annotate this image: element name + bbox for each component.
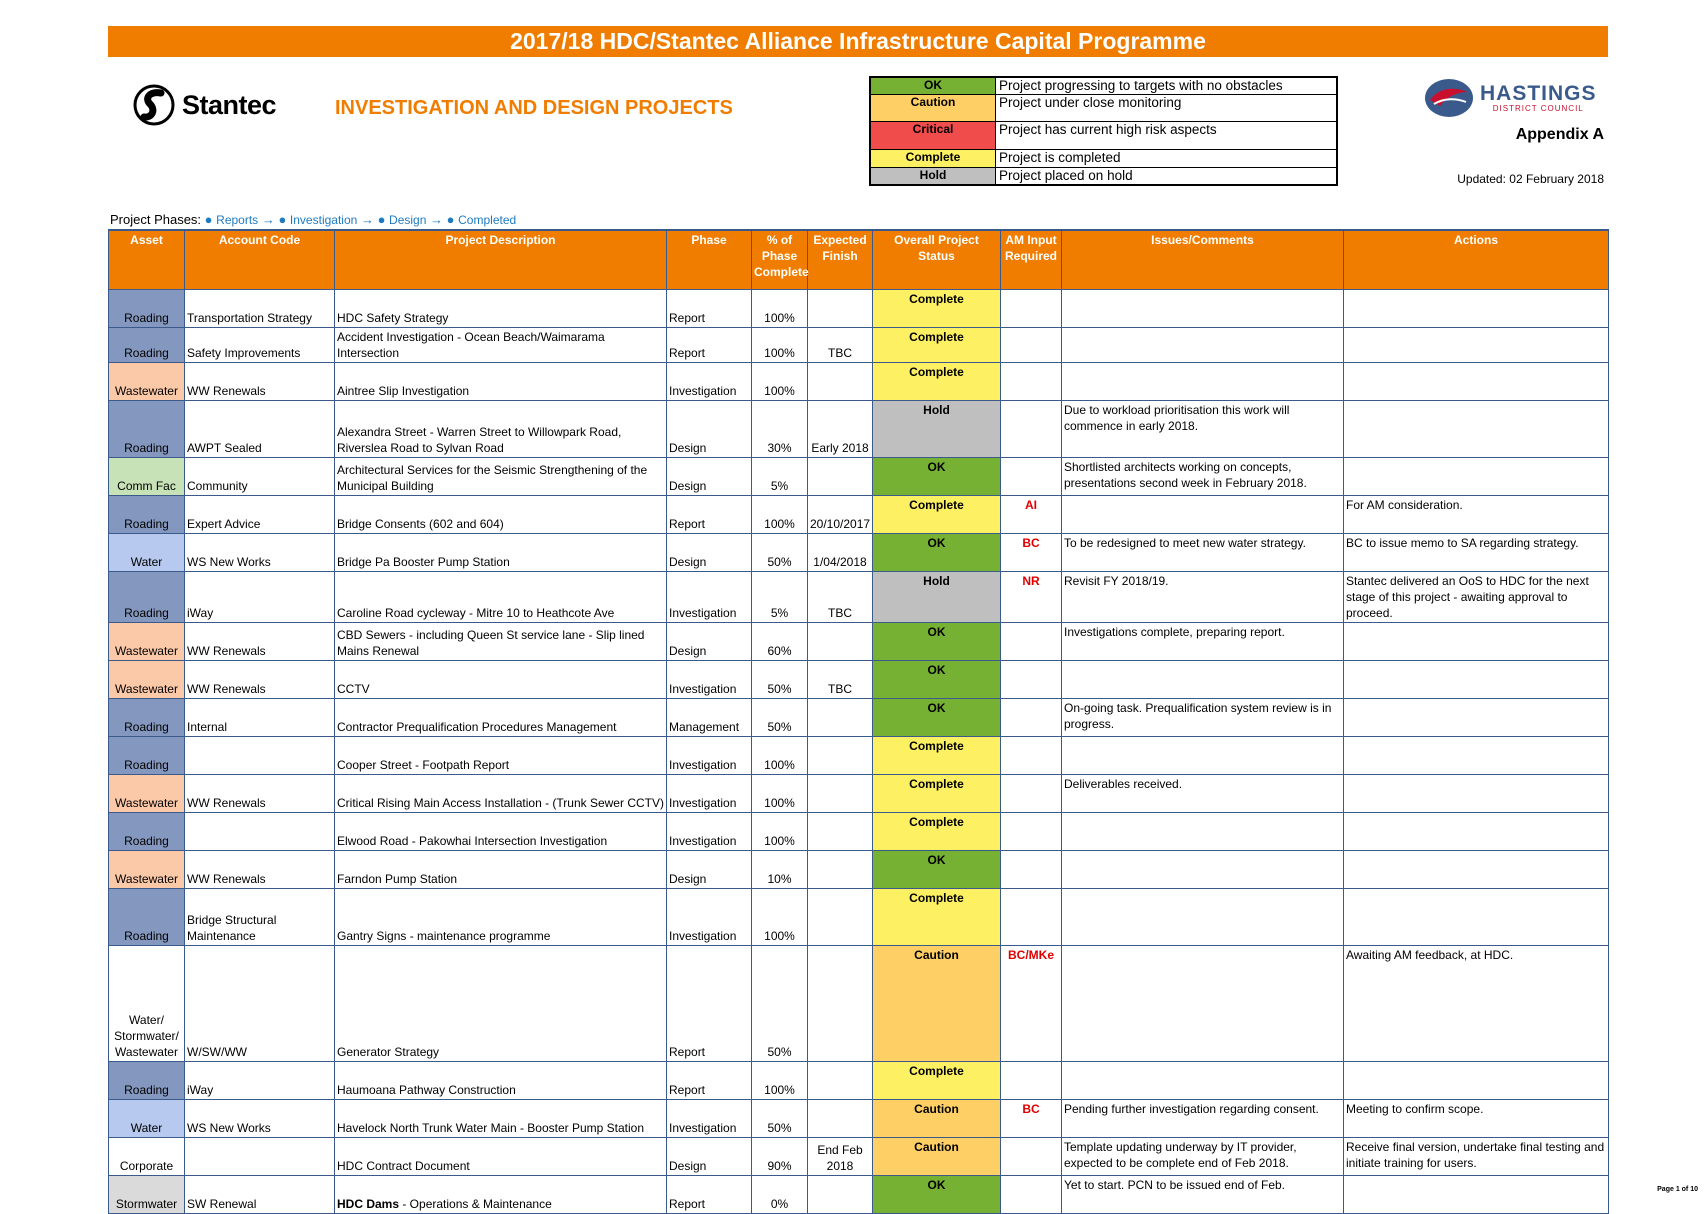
percent-cell: 100% [752, 328, 808, 363]
account-code-cell [185, 1138, 335, 1176]
account-code-cell: WW Renewals [185, 851, 335, 889]
percent-cell: 0% [752, 1176, 808, 1214]
table-row [109, 401, 1609, 458]
table-row [109, 328, 1609, 363]
stantec-logo [132, 84, 276, 126]
expected-finish-cell: 1/04/2018 [808, 534, 873, 572]
actions-cell [1344, 737, 1609, 775]
phase-reports: Reports [216, 213, 259, 227]
actions-cell: Meeting to confirm scope. [1344, 1100, 1609, 1138]
phase-cell: Management [667, 699, 752, 737]
issues-cell: Pending further investigation regarding consent. [1062, 1100, 1344, 1138]
page-number: Page 1 of 10 [1657, 1186, 1698, 1193]
issues-cell [1062, 889, 1344, 946]
issues-cell [1062, 851, 1344, 889]
legend-description: Project is completed [996, 149, 1338, 167]
issues-cell: Shortlisted architects working on concepts, presentations second week in February 2018. [1062, 458, 1344, 496]
account-code-cell: WW Renewals [185, 363, 335, 401]
phase-cell: Investigation [667, 363, 752, 401]
table-row [109, 496, 1609, 534]
am-input-cell [1001, 1138, 1062, 1176]
expected-finish-cell [808, 290, 873, 328]
table-row [109, 813, 1609, 851]
phase-cell: Report [667, 290, 752, 328]
account-code-cell: Bridge Structural Maintenance [185, 889, 335, 946]
percent-cell: 50% [752, 699, 808, 737]
issues-cell: Revisit FY 2018/19. [1062, 572, 1344, 623]
am-input-cell [1001, 851, 1062, 889]
asset-cell: Wastewater [109, 661, 185, 699]
actions-cell [1344, 623, 1609, 661]
legend-key: Critical [870, 121, 996, 149]
column-header-issues-comments: Issues/Comments [1062, 230, 1344, 290]
table-row [109, 699, 1609, 737]
account-code-cell: Transportation Strategy [185, 290, 335, 328]
legend-key: Caution [870, 94, 996, 121]
description-cell: CBD Sewers - including Queen St service lane - Slip lined Mains Renewal [335, 623, 667, 661]
actions-cell [1344, 458, 1609, 496]
description-cell: Cooper Street - Footpath Report [335, 737, 667, 775]
percent-cell: 5% [752, 572, 808, 623]
description-cell: Caroline Road cycleway - Mitre 10 to Heathcote Ave [335, 572, 667, 623]
am-input-cell [1001, 401, 1062, 458]
description-cell: Bridge Consents (602 and 604) [335, 496, 667, 534]
table-row [109, 661, 1609, 699]
arrow-right-icon: → [261, 212, 275, 227]
issues-cell [1062, 363, 1344, 401]
issues-cell: Deliverables received. [1062, 775, 1344, 813]
asset-cell: Roading [109, 1062, 185, 1100]
table-row [109, 1138, 1609, 1176]
expected-finish-cell [808, 851, 873, 889]
am-input-cell: BC [1001, 1100, 1062, 1138]
issues-cell [1062, 290, 1344, 328]
actions-cell [1344, 661, 1609, 699]
asset-cell: Comm Fac [109, 458, 185, 496]
column-header-project-description: Project Description [335, 230, 667, 290]
table-row [109, 1100, 1609, 1138]
legend-description: Project progressing to targets with no obstacles [996, 77, 1338, 94]
am-input-cell [1001, 458, 1062, 496]
asset-cell: Roading [109, 699, 185, 737]
asset-cell: Water/ Stormwater/ Wastewater [109, 946, 185, 1062]
expected-finish-cell [808, 699, 873, 737]
phase-cell: Report [667, 496, 752, 534]
table-row [109, 775, 1609, 813]
percent-cell: 100% [752, 889, 808, 946]
account-code-cell: WW Renewals [185, 623, 335, 661]
legend-description: Project placed on hold [996, 167, 1338, 185]
status-cell: Complete [873, 363, 1001, 401]
asset-cell: Roading [109, 401, 185, 458]
arrow-right-icon: → [360, 212, 374, 227]
column-header-overall-status: Overall Project Status [873, 230, 1001, 290]
phase-cell: Investigation [667, 813, 752, 851]
am-input-cell [1001, 363, 1062, 401]
percent-cell: 10% [752, 851, 808, 889]
expected-finish-cell [808, 623, 873, 661]
issues-cell: Investigations complete, preparing report. [1062, 623, 1344, 661]
section-title: INVESTIGATION AND DESIGN PROJECTS [335, 97, 733, 119]
actions-cell: For AM consideration. [1344, 496, 1609, 534]
phase-cell: Investigation [667, 775, 752, 813]
asset-cell: Roading [109, 328, 185, 363]
phase-cell: Investigation [667, 889, 752, 946]
phase-cell: Design [667, 1138, 752, 1176]
actions-cell [1344, 1062, 1609, 1100]
bullet-icon: ● [204, 212, 213, 227]
asset-cell: Water [109, 1100, 185, 1138]
table-row [109, 1062, 1609, 1100]
phase-completed: Completed [458, 213, 517, 227]
stantec-logo-icon [132, 84, 176, 126]
description-cell: Critical Rising Main Access Installation - (Trunk Sewer CCTV) [335, 775, 667, 813]
account-code-cell [185, 737, 335, 775]
legend-description: Project has current high risk aspects [996, 121, 1338, 149]
expected-finish-cell [808, 737, 873, 775]
status-cell: Complete [873, 290, 1001, 328]
percent-cell: 50% [752, 534, 808, 572]
bullet-icon: ● [377, 212, 386, 227]
asset-cell: Water [109, 534, 185, 572]
issues-cell [1062, 813, 1344, 851]
am-input-cell [1001, 889, 1062, 946]
asset-cell: Roading [109, 496, 185, 534]
expected-finish-cell: TBC [808, 572, 873, 623]
asset-cell: Wastewater [109, 363, 185, 401]
account-code-cell: AWPT Sealed [185, 401, 335, 458]
asset-cell: Stormwater [109, 1176, 185, 1214]
column-header-actions: Actions [1344, 230, 1609, 290]
percent-cell: 100% [752, 496, 808, 534]
legend-row [870, 77, 1337, 94]
actions-cell: BC to issue memo to SA regarding strategy. [1344, 534, 1609, 572]
account-code-cell: Community [185, 458, 335, 496]
phase-cell: Investigation [667, 661, 752, 699]
description-cell: Bridge Pa Booster Pump Station [335, 534, 667, 572]
table-row [109, 737, 1609, 775]
expected-finish-cell [808, 458, 873, 496]
status-cell: OK [873, 1176, 1001, 1214]
phase-cell: Report [667, 1062, 752, 1100]
actions-cell [1344, 328, 1609, 363]
expected-finish-cell [808, 946, 873, 1062]
expected-finish-cell [808, 1176, 873, 1214]
actions-cell: Awaiting AM feedback, at HDC. [1344, 946, 1609, 1062]
status-cell: OK [873, 851, 1001, 889]
description-cell: Alexandra Street - Warren Street to Willowpark Road, Riverslea Road to Sylvan Road [335, 401, 667, 458]
percent-cell: 100% [752, 290, 808, 328]
phases-label: Project Phases: [110, 212, 202, 227]
status-cell: OK [873, 458, 1001, 496]
description-cell: Elwood Road - Pakowhai Intersection Investigation [335, 813, 667, 851]
account-code-cell: Safety Improvements [185, 328, 335, 363]
am-input-cell [1001, 290, 1062, 328]
actions-cell: Stantec delivered an OoS to HDC for the next stage of this project - awaiting approval to proceed. [1344, 572, 1609, 623]
column-header-asset: Asset [109, 230, 185, 290]
expected-finish-cell: End Feb 2018 [808, 1138, 873, 1176]
legend-key: Hold [870, 167, 996, 185]
actions-cell [1344, 1176, 1609, 1214]
am-input-cell [1001, 661, 1062, 699]
description-cell: Haumoana Pathway Construction [335, 1062, 667, 1100]
legend-description: Project under close monitoring [996, 94, 1338, 121]
description-cell: CCTV [335, 661, 667, 699]
am-input-cell [1001, 813, 1062, 851]
legend-row [870, 94, 1337, 121]
actions-cell [1344, 851, 1609, 889]
account-code-cell: WW Renewals [185, 661, 335, 699]
issues-cell: Due to workload prioritisation this work will commence in early 2018. [1062, 401, 1344, 458]
phase-cell: Design [667, 851, 752, 889]
actions-cell [1344, 775, 1609, 813]
status-cell: Complete [873, 496, 1001, 534]
table-row [109, 534, 1609, 572]
status-cell: OK [873, 699, 1001, 737]
phase-cell: Investigation [667, 1100, 752, 1138]
account-code-cell: iWay [185, 1062, 335, 1100]
status-legend [869, 76, 1338, 186]
phase-cell: Design [667, 534, 752, 572]
issues-cell: On-going task. Prequalification system review is in progress. [1062, 699, 1344, 737]
description-bold: HDC Dams [337, 1197, 400, 1211]
description-cell [335, 1176, 667, 1214]
am-input-cell: AI [1001, 496, 1062, 534]
am-input-cell: BC [1001, 534, 1062, 572]
phase-design: Design [389, 213, 427, 227]
phase-cell: Investigation [667, 737, 752, 775]
status-cell: Caution [873, 1138, 1001, 1176]
asset-cell: Wastewater [109, 775, 185, 813]
asset-cell: Wastewater [109, 851, 185, 889]
table-row [109, 458, 1609, 496]
table-header-row [109, 230, 1609, 290]
percent-cell: 100% [752, 1062, 808, 1100]
status-cell: Complete [873, 328, 1001, 363]
phase-cell: Report [667, 1176, 752, 1214]
expected-finish-cell [808, 813, 873, 851]
updated-date: Updated: 02 February 2018 [1457, 172, 1604, 186]
percent-cell: 5% [752, 458, 808, 496]
account-code-cell [185, 813, 335, 851]
table-row [109, 946, 1609, 1062]
phase-investigation: Investigation [289, 213, 358, 227]
account-code-cell: Internal [185, 699, 335, 737]
percent-cell: 100% [752, 775, 808, 813]
expected-finish-cell [808, 889, 873, 946]
bullet-icon: ● [278, 212, 287, 227]
am-input-cell: BC/MKe [1001, 946, 1062, 1062]
asset-cell: Roading [109, 813, 185, 851]
asset-cell: Roading [109, 737, 185, 775]
column-header-percent-complete: % of Phase Complete [752, 230, 808, 290]
percent-cell: 50% [752, 946, 808, 1062]
account-code-cell: WS New Works [185, 534, 335, 572]
description-cell: Farndon Pump Station [335, 851, 667, 889]
actions-cell [1344, 290, 1609, 328]
actions-cell: Receive final version, undertake final testing and initiate training for users. [1344, 1138, 1609, 1176]
issues-cell [1062, 737, 1344, 775]
projects-table [108, 229, 1609, 1214]
description-cell: Gantry Signs - maintenance programme [335, 889, 667, 946]
expected-finish-cell: TBC [808, 328, 873, 363]
expected-finish-cell: TBC [808, 661, 873, 699]
description-cell: Aintree Slip Investigation [335, 363, 667, 401]
table-row [109, 1176, 1609, 1214]
table-row [109, 623, 1609, 661]
account-code-cell: iWay [185, 572, 335, 623]
percent-cell: 50% [752, 1100, 808, 1138]
description-cell: Generator Strategy [335, 946, 667, 1062]
account-code-cell: SW Renewal [185, 1176, 335, 1214]
description-cell: Contractor Prequalification Procedures Management [335, 699, 667, 737]
table-row [109, 363, 1609, 401]
status-cell: OK [873, 661, 1001, 699]
column-header-expected-finish: Expected Finish [808, 230, 873, 290]
asset-cell: Wastewater [109, 623, 185, 661]
am-input-cell [1001, 775, 1062, 813]
status-cell: Complete [873, 889, 1001, 946]
table-row [109, 889, 1609, 946]
actions-cell [1344, 363, 1609, 401]
expected-finish-cell [808, 1062, 873, 1100]
legend-key: OK [870, 77, 996, 94]
percent-cell: 100% [752, 737, 808, 775]
legend-row [870, 121, 1337, 149]
table-row [109, 290, 1609, 328]
percent-cell: 100% [752, 813, 808, 851]
column-header-am-input: AM Input Required [1001, 230, 1062, 290]
actions-cell [1344, 813, 1609, 851]
page-banner: 2017/18 HDC/Stantec Alliance Infrastructure Capital Programme [108, 26, 1608, 57]
status-cell: Complete [873, 813, 1001, 851]
table-row [109, 572, 1609, 623]
phase-cell: Report [667, 946, 752, 1062]
stantec-logo-text: Stantec [182, 89, 277, 120]
expected-finish-cell: 20/10/2017 [808, 496, 873, 534]
status-cell: Complete [873, 737, 1001, 775]
description-cell: Havelock North Trunk Water Main - Booster Pump Station [335, 1100, 667, 1138]
appendix-label: Appendix A [1515, 126, 1604, 143]
status-cell: OK [873, 534, 1001, 572]
phase-cell: Report [667, 328, 752, 363]
description-cell: Architectural Services for the Seismic Strengthening of the Municipal Building [335, 458, 667, 496]
project-phases [110, 212, 516, 227]
status-cell: Hold [873, 572, 1001, 623]
expected-finish-cell [808, 1100, 873, 1138]
table-row [109, 851, 1609, 889]
hdc-emblem-icon [1424, 78, 1474, 118]
status-cell: Complete [873, 1062, 1001, 1100]
am-input-cell [1001, 737, 1062, 775]
arrow-right-icon: → [430, 212, 444, 227]
status-cell: Caution [873, 946, 1001, 1062]
actions-cell [1344, 889, 1609, 946]
description-cell: Accident Investigation - Ocean Beach/Waimarama Intersection [335, 328, 667, 363]
actions-cell [1344, 699, 1609, 737]
issues-cell: Template updating underway by IT provider, expected to be complete end of Feb 2018. [1062, 1138, 1344, 1176]
account-code-cell: WW Renewals [185, 775, 335, 813]
percent-cell: 60% [752, 623, 808, 661]
hdc-subname: DISTRICT COUNCIL [1492, 103, 1584, 113]
percent-cell: 90% [752, 1138, 808, 1176]
percent-cell: 30% [752, 401, 808, 458]
issues-cell: Yet to start. PCN to be issued end of Feb. [1062, 1176, 1344, 1214]
legend-row [870, 167, 1337, 185]
issues-cell [1062, 328, 1344, 363]
expected-finish-cell [808, 363, 873, 401]
percent-cell: 100% [752, 363, 808, 401]
account-code-cell: Expert Advice [185, 496, 335, 534]
column-header-phase: Phase [667, 230, 752, 290]
hdc-logo [1424, 78, 1597, 118]
status-cell: Hold [873, 401, 1001, 458]
am-input-cell [1001, 623, 1062, 661]
phase-cell: Design [667, 623, 752, 661]
legend-key: Complete [870, 149, 996, 167]
percent-cell: 50% [752, 661, 808, 699]
expected-finish-cell: Early 2018 [808, 401, 873, 458]
legend-row [870, 149, 1337, 167]
am-input-cell [1001, 328, 1062, 363]
hdc-name: HASTINGS [1480, 81, 1597, 105]
bullet-icon: ● [446, 212, 455, 227]
status-cell: OK [873, 623, 1001, 661]
actions-cell [1344, 401, 1609, 458]
phase-cell: Design [667, 401, 752, 458]
phase-cell: Design [667, 458, 752, 496]
am-input-cell: NR [1001, 572, 1062, 623]
am-input-cell [1001, 1176, 1062, 1214]
account-code-cell: W/SW/WW [185, 946, 335, 1062]
issues-cell [1062, 1062, 1344, 1100]
phase-cell: Investigation [667, 572, 752, 623]
asset-cell: Corporate [109, 1138, 185, 1176]
column-header-account-code: Account Code [185, 230, 335, 290]
asset-cell: Roading [109, 889, 185, 946]
account-code-cell: WS New Works [185, 1100, 335, 1138]
issues-cell [1062, 661, 1344, 699]
expected-finish-cell [808, 775, 873, 813]
issues-cell: To be redesigned to meet new water strategy. [1062, 534, 1344, 572]
status-cell: Complete [873, 775, 1001, 813]
am-input-cell [1001, 1062, 1062, 1100]
issues-cell [1062, 946, 1344, 1062]
asset-cell: Roading [109, 290, 185, 328]
am-input-cell [1001, 699, 1062, 737]
status-cell: Caution [873, 1100, 1001, 1138]
issues-cell [1062, 496, 1344, 534]
description-cell: HDC Contract Document [335, 1138, 667, 1176]
description-cell: HDC Safety Strategy [335, 290, 667, 328]
asset-cell: Roading [109, 572, 185, 623]
description-suffix: - Operations & Maintenance [399, 1197, 552, 1211]
